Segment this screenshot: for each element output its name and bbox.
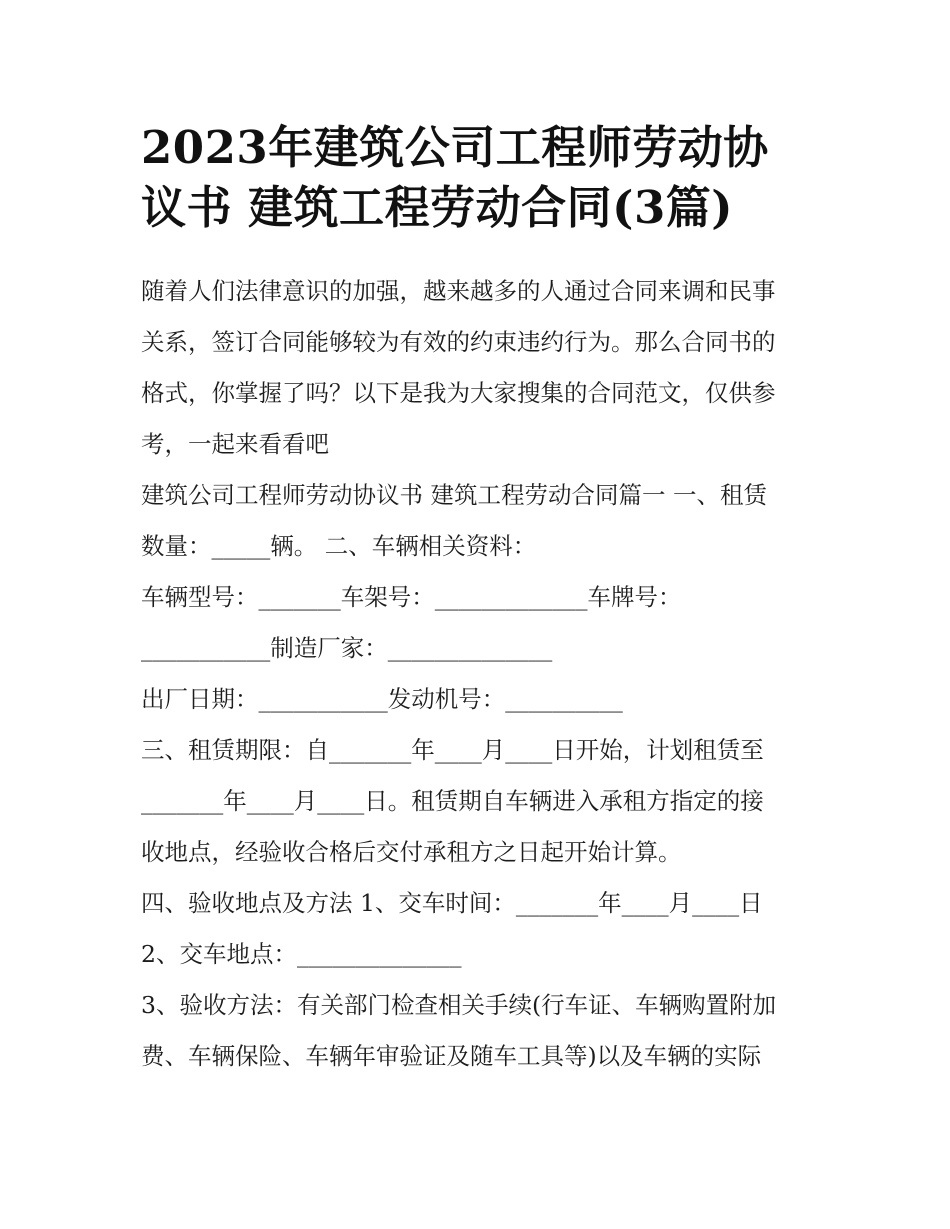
document-title-line-1: 2023年建筑公司工程师劳动协	[141, 121, 769, 174]
intro-line-2: 关系，签订合同能够较为有效的约束违约行为。那么合同书的	[141, 328, 776, 356]
handover-location-line: 2、交车地点：______________	[141, 940, 462, 968]
rental-quantity-line: 数量：_____辆。 二、车辆相关资料：	[141, 532, 537, 560]
production-date-line: 出厂日期：___________发动机号：__________	[141, 685, 623, 713]
intro-line-4: 考，一起来看看吧	[141, 430, 329, 458]
vehicle-model-line: 车辆型号：_______车架号：_____________车牌号：	[141, 583, 682, 611]
rental-period-line-2: _______年____月____日。租赁期自车辆进入承租方指定的接	[141, 787, 764, 815]
acceptance-method-line-2: 费、车辆保险、车辆年审验证及随车工具等)以及车辆的实际	[141, 1042, 762, 1070]
intro-line-1: 随着人们法律意识的加强，越来越多的人通过合同来调和民事	[141, 277, 776, 305]
manufacturer-line: ___________制造厂家：______________	[141, 634, 553, 662]
handover-time-line: 四、验收地点及方法 1、交车时间：_______年____月____日	[141, 889, 763, 917]
rental-period-line-3: 收地点，经验收合格后交付承租方之日起开始计算。	[141, 838, 682, 866]
section-heading-line: 建筑公司工程师劳动协议书 建筑工程劳动合同篇一 一、租赁	[141, 481, 767, 509]
document-body	[141, 118, 821, 1082]
document-title-line-2: 议书 建筑工程劳动合同(3篇)	[141, 181, 734, 234]
acceptance-method-line-1: 3、验收方法：有关部门检查相关手续(行车证、车辆购置附加	[141, 991, 777, 1019]
rental-period-line-1: 三、租赁期限：自_______年____月____日开始，计划租赁至	[141, 736, 764, 764]
intro-line-3: 格式，你掌握了吗？以下是我为大家搜集的合同范文，仅供参	[141, 379, 776, 407]
document-title	[141, 118, 821, 238]
